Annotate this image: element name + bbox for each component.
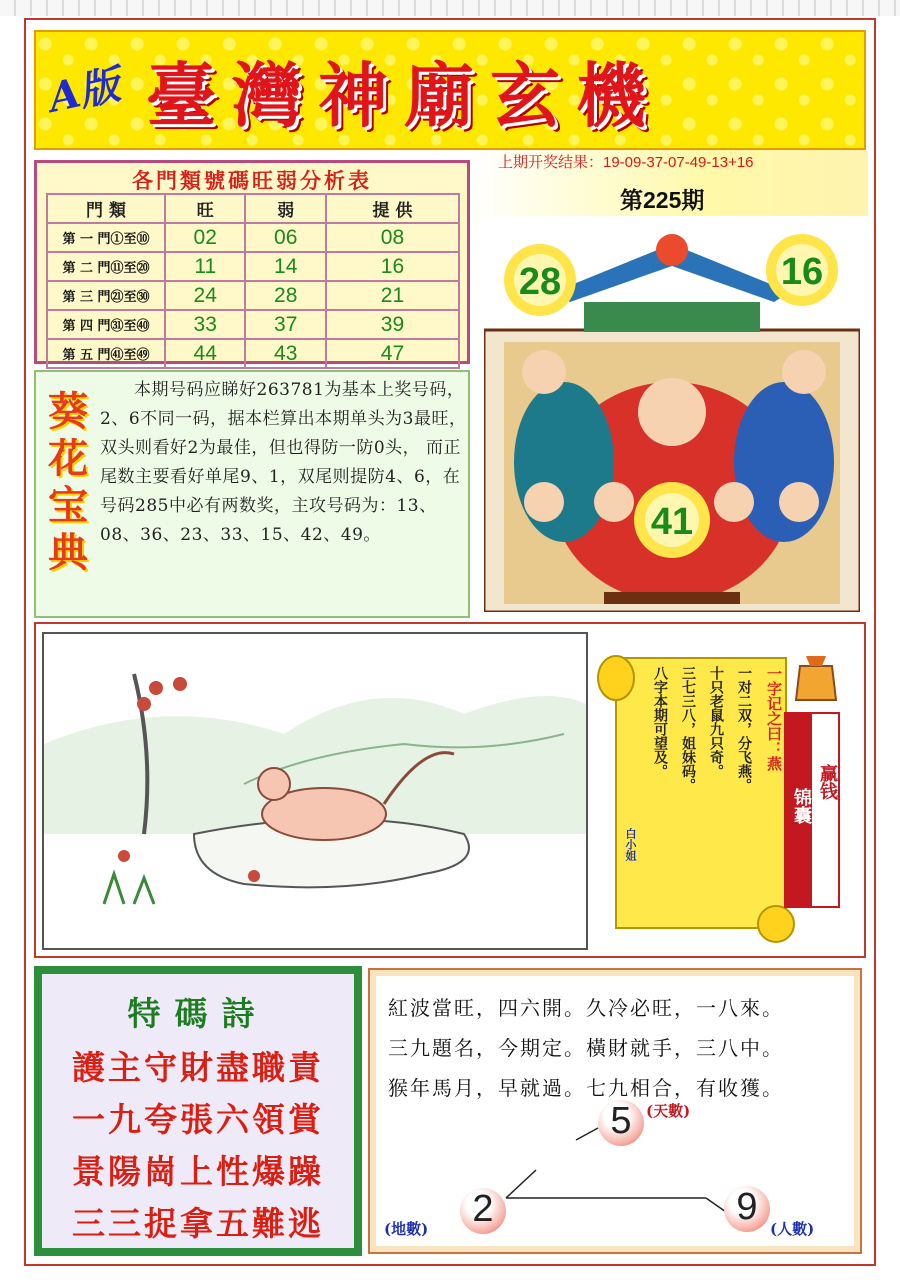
- red-tag-inner: [810, 712, 840, 908]
- row-label: 第 四 門㉛至㊵: [47, 310, 165, 339]
- panel-side-title: 葵花宝典: [48, 388, 88, 576]
- temple-deities-illustration: [484, 222, 860, 612]
- human-number: 9: [724, 1186, 770, 1232]
- page-title: 臺灣神廟玄機: [146, 54, 662, 137]
- verse-line: 猴年馬月，早就過。七九相合，有收獲。: [388, 1076, 784, 1100]
- cell-strong: 24: [165, 281, 245, 310]
- cell-strong: 33: [165, 310, 245, 339]
- cell-offer: 16: [326, 252, 459, 281]
- cell-offer: 47: [326, 339, 459, 368]
- row-label: 第 一 門①至⑩: [47, 223, 165, 252]
- cell-weak: 37: [245, 310, 325, 339]
- table-row: [47, 310, 459, 339]
- poem-line: 護主守財盡職責: [72, 1048, 324, 1087]
- row-label: 第 三 門㉑至㉚: [47, 281, 165, 310]
- poem-line: 一九夸張六領賞: [72, 1100, 324, 1139]
- heaven-label: (天數): [646, 1102, 691, 1120]
- column-header: 門 類: [47, 194, 165, 223]
- panel-body-text: 本期号码应睇好263781为基本上奖号码，2、6不同一码，据本栏算出本期单头为3最旺，双头则看好2为最佳，但也得防一防0头， 而正尾数主要看好单尾9、1，双尾则提防4、6，在号码285中必有两数奖，主攻号码为：13、08、36、23、33、15、42、49。: [100, 380, 467, 545]
- earth-label: (地數): [384, 1220, 429, 1238]
- cell-offer: 21: [326, 281, 459, 310]
- cell-offer: 08: [326, 223, 459, 252]
- row-label: 第 五 門㊶至㊾: [47, 339, 165, 368]
- table-row: [47, 339, 459, 368]
- scroll-column: 十只老鼠九只奇。: [708, 666, 724, 778]
- verse-line: 紅波當旺，四六開。久冷必旺，一八來。: [388, 996, 784, 1020]
- scroll-column: 一字记之曰：燕: [765, 666, 783, 771]
- table-row: [47, 252, 459, 281]
- table-row: [47, 281, 459, 310]
- column-header: 提 供: [326, 194, 459, 223]
- cell-weak: 14: [245, 252, 325, 281]
- human-label: (人數): [770, 1220, 815, 1238]
- scroll-column: 一对二双，分飞燕。: [736, 666, 752, 792]
- ball-left: [504, 244, 576, 316]
- scroll-column: 八字本期可望及。: [652, 666, 668, 778]
- svg-text:28: 28: [518, 261, 562, 303]
- analysis-table: [46, 193, 460, 369]
- cell-strong: 44: [165, 339, 245, 368]
- ball-center: [634, 482, 710, 558]
- analysis-table-title: 各門類號碼旺弱分析表: [132, 170, 372, 193]
- cell-strong: 11: [165, 252, 245, 281]
- cell-offer: 39: [326, 310, 459, 339]
- version-badge: A版: [44, 61, 124, 122]
- cell-weak: 43: [245, 339, 325, 368]
- column-header: 旺: [165, 194, 245, 223]
- svg-text:16: 16: [780, 251, 824, 293]
- verse-line: 三九題名，今期定。橫財就手，三八中。: [388, 1036, 784, 1060]
- scroll-column: 三七三八，姐妹码。: [680, 666, 696, 792]
- money-bag-icon: [792, 652, 840, 706]
- poem-line: 三三捉拿五難逃: [72, 1204, 324, 1243]
- animal-sketch-illustration: [44, 634, 586, 948]
- tag-left-text: 锦囊: [791, 788, 812, 824]
- issue-number: 第225期: [620, 187, 705, 213]
- tag-right-text: 赢钱: [817, 764, 838, 800]
- svg-text:41: 41: [650, 501, 694, 543]
- scroll-text: [614, 666, 790, 866]
- ball-right: [766, 234, 838, 306]
- column-header: 弱: [245, 194, 325, 223]
- cell-strong: 02: [165, 223, 245, 252]
- earth-number: 2: [460, 1188, 506, 1234]
- poem-line: 景陽崗上性爆躁: [72, 1152, 324, 1191]
- cell-weak: 28: [245, 281, 325, 310]
- last-result: 上期开奖结果：19-09-37-07-49-13+16: [498, 154, 754, 171]
- table-row: [47, 223, 459, 252]
- cell-weak: 06: [245, 223, 325, 252]
- top-strip: [0, 0, 900, 16]
- poem-title: 特碼詩: [127, 994, 269, 1033]
- row-label: 第 二 門⑪至⑳: [47, 252, 165, 281]
- table-header-row: [47, 194, 459, 223]
- heaven-number: 5: [598, 1100, 644, 1146]
- scroll-signature: 白小姐: [624, 828, 637, 861]
